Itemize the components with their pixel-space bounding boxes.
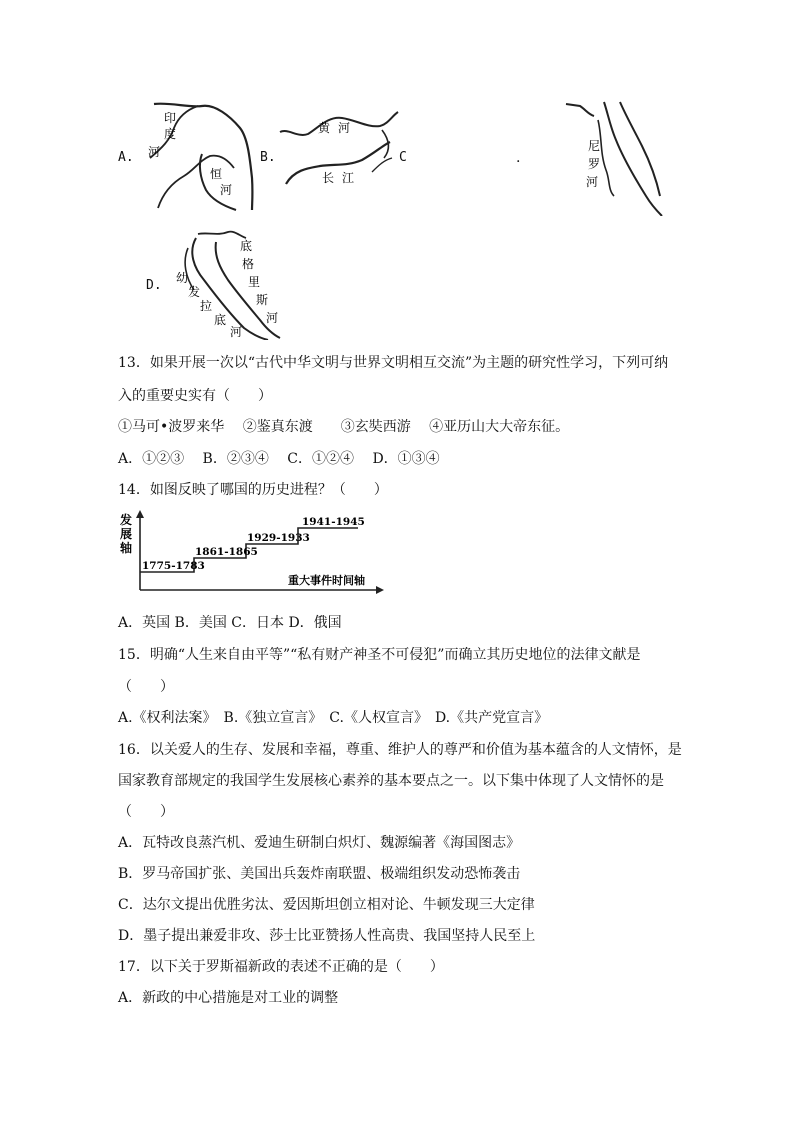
map-label: 里 (248, 275, 261, 289)
map-label: 尼 (588, 139, 601, 153)
q15-stem-line2: （ ） (118, 679, 174, 695)
map-label: 河 (266, 311, 279, 325)
q14-stem: 14．如图反映了哪国的历史进程？（ ） (118, 482, 388, 498)
tigris-euphrates-map (168, 228, 286, 340)
map-label: 印 (164, 111, 177, 125)
option-c-dot: . (516, 150, 521, 166)
q16-stem-line3: （ ） (118, 804, 174, 820)
q16-option-b: B．罗马帝国扩张、美国出兵轰炸南联盟、极端组织发动恐怖袭击 (118, 866, 521, 882)
x-axis-arrow (376, 586, 384, 594)
map-label: 底 (240, 239, 253, 253)
option-c-letter: C (399, 150, 407, 165)
y-axis-label: 发 (120, 513, 133, 527)
map-label: 河 (148, 145, 161, 159)
step-label: 1929-1933 (247, 532, 310, 544)
q15-options: A.《权利法案》 B.《独立宣言》 C.《人权宣言》 D.《共产党宣言》 (118, 710, 549, 726)
nile-map (564, 100, 676, 216)
q17-stem: 17．以下关于罗斯福新政的表述不正确的是（ ） (118, 959, 444, 975)
q13-items: ①马可•波罗来华 ②鉴真东渡 ③玄奘西游 ④亚历山大大帝东征。 (118, 419, 570, 435)
y-axis-arrow (136, 510, 144, 518)
map-label: 底 (214, 313, 227, 327)
option-a-letter: A. (118, 150, 134, 165)
q13-stem-line1: 13．如果开展一次以“古代中华文明与世界文明相互交流”为主题的研究性学习，下列可纳 (118, 355, 669, 371)
map-label: 发 (188, 285, 201, 299)
q15-stem-line1: 15．明确“人生来自由平等”“私有财产神圣不可侵犯”而确立其历史地位的法律文献是 (118, 647, 641, 663)
q16-stem-line1: 16．以关爱人的生存、发展和幸福，尊重、维护人的尊严和价值为基本蕴含的人文情怀，是 (118, 742, 682, 758)
map-label: 长 (322, 171, 335, 185)
q17-option-a: A．新政的中心措施是对工业的调整 (118, 990, 339, 1006)
y-axis-label: 轴 (120, 541, 133, 555)
map-label: 江 (342, 171, 355, 185)
yellow-yangtze-map (272, 108, 402, 190)
step-label: 1861-1865 (195, 546, 258, 558)
step-label: 1775-1783 (142, 560, 205, 572)
q13-options: A．①②③ B．②③④ C．①②④ D．①③④ (118, 451, 440, 467)
q16-option-a: A．瓦特改良蒸汽机、爱迪生研制白炽灯、魏源编著《海国图志》 (118, 835, 521, 851)
x-axis-label: 重大事件时间轴 (288, 574, 365, 587)
map-label: 罗 (588, 157, 601, 171)
map-label: 幼 (176, 271, 189, 285)
map-label: 拉 (200, 299, 213, 313)
map-label: 河 (220, 183, 233, 197)
option-b-letter: B. (260, 150, 276, 165)
q16-option-d: D．墨子提出兼爱非攻、莎士比亚赞扬人性高贵、我国坚持人民至上 (118, 928, 536, 944)
map-label: 度 (164, 127, 177, 141)
history-step-chart (118, 508, 388, 598)
map-label: 恒 (210, 167, 223, 181)
map-label: 河 (230, 325, 243, 339)
y-axis-label: 展 (120, 527, 133, 541)
map-label: 河 (586, 175, 599, 189)
q16-stem-line2: 国家教育部规定的我国学生发展核心素养的基本要点之一。以下集中体现了人文情怀的是 (118, 773, 664, 789)
q13-stem-line2: 入的重要史实有（ ） (118, 388, 272, 404)
indus-ganges-map (140, 98, 255, 213)
map-label: 河 (338, 121, 351, 135)
step-label: 1941-1945 (302, 516, 365, 528)
q16-option-c: C．达尔文提出优胜劣汰、爱因斯坦创立相对论、牛顿发现三大定律 (118, 897, 535, 913)
map-label: 黄 (318, 121, 331, 135)
map-label: 斯 (256, 293, 269, 307)
option-d-letter: D. (146, 278, 162, 293)
map-label: 格 (242, 257, 255, 271)
q14-options: A．英国 B．美国 C．日本 D．俄国 (118, 615, 342, 631)
